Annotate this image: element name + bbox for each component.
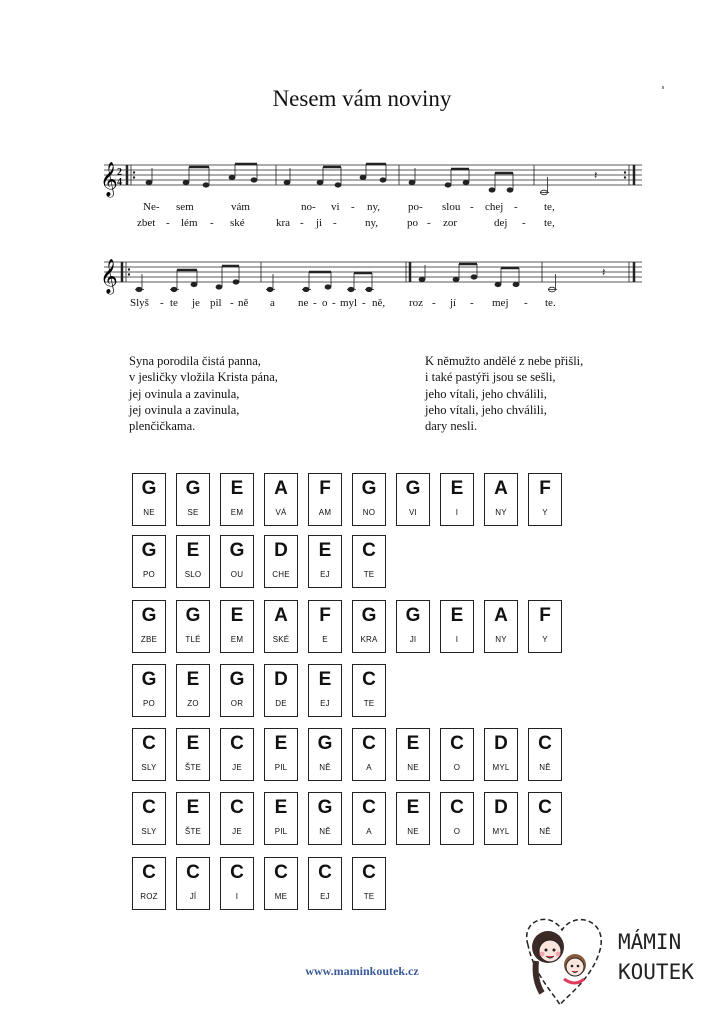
lyric-syllable: - [470, 201, 474, 213]
lyric-syllable: zor [443, 217, 458, 229]
note-card [352, 664, 386, 717]
note-syllable: PO [143, 570, 155, 579]
note-card [528, 473, 562, 526]
note-card [176, 792, 210, 845]
note-letter: D [274, 669, 288, 690]
note-syllable: E [322, 635, 328, 644]
verse-line: K němužto andělé z nebe přišli, [425, 354, 584, 368]
lyric-syllable: - [210, 217, 214, 229]
note-card [352, 600, 386, 653]
note-syllable: EJ [320, 570, 330, 579]
lyric-syllable: dej [494, 217, 508, 229]
music-staff-2 [94, 257, 642, 297]
note-letter: D [274, 540, 288, 561]
note-syllable: I [455, 635, 459, 644]
note-card [220, 664, 254, 717]
note-card [440, 792, 474, 845]
lyric-syllable: ně [238, 297, 249, 309]
lyric-syllable: slou [442, 201, 461, 213]
note-letter: C [230, 797, 244, 818]
lyric-syllable: Slyš [130, 297, 149, 309]
lyric-syllable: jí [450, 297, 457, 309]
note-syllable: DE [275, 699, 287, 708]
note-letter: D [494, 733, 508, 754]
logo-text-line1: MÁMIN [618, 930, 682, 954]
note-card [396, 792, 430, 845]
verse-line: v jesličky vložila Krista pána, [129, 370, 278, 385]
note-syllable: JE [232, 763, 242, 772]
lyric-syllable: - [160, 297, 164, 309]
verse-line: jej ovinula a zavinula, [129, 386, 240, 401]
lyric-syllable: chej [485, 201, 504, 213]
lyric-syllable: - [427, 217, 431, 229]
note-letter: G [317, 797, 333, 818]
music-staff-1 [94, 160, 642, 200]
note-card [308, 473, 342, 526]
note-card [264, 792, 298, 845]
lyric-syllable: vám [231, 201, 250, 213]
lyric-syllable: no- [301, 201, 316, 213]
lyric-syllable: - [333, 217, 337, 229]
note-letter: C [538, 733, 552, 754]
lyric-syllable: je [192, 297, 200, 309]
note-card [440, 728, 474, 781]
note-syllable: SKÉ [272, 635, 290, 644]
lyric-syllable: mej [492, 297, 509, 309]
note-card [352, 728, 386, 781]
note-card [352, 473, 386, 526]
note-syllable: PIL [274, 763, 288, 772]
note-letter: G [405, 605, 421, 626]
note-letter: G [361, 478, 377, 499]
lyric-syllable: vi [331, 201, 340, 213]
lyric-syllable: - [432, 297, 436, 309]
note-syllable: A [366, 827, 372, 836]
verse-line: jej ovinula a zavinula, [129, 402, 240, 417]
note-letter: E [274, 797, 288, 818]
note-letter: G [405, 478, 421, 499]
note-syllable: O [453, 763, 461, 772]
verse-line: i také pastýři jsou se sešli, [425, 370, 556, 385]
lyric-syllable: te [170, 297, 178, 309]
note-syllable: A [366, 763, 372, 772]
note-letter: E [406, 733, 420, 754]
note-letter: F [319, 478, 331, 499]
note-card [132, 473, 166, 526]
note-letter: C [142, 733, 156, 754]
treble-clef-icon: 𝄞 [100, 162, 118, 197]
note-card [308, 600, 342, 653]
note-letter: C [142, 862, 156, 883]
lyric-syllable: pil [210, 297, 222, 309]
note-card [220, 728, 254, 781]
note-card [264, 473, 298, 526]
note-card [484, 728, 518, 781]
svg-text:4: 4 [117, 177, 122, 188]
note-card [264, 728, 298, 781]
note-letter: C [362, 797, 376, 818]
note-letter: E [230, 605, 244, 626]
note-syllable: ME [274, 892, 288, 901]
note-syllable: ŠTE [184, 763, 202, 772]
note-letter: C [538, 797, 552, 818]
card-row [132, 600, 562, 653]
note-letter: C [230, 733, 244, 754]
lyric-syllable: o [322, 297, 328, 309]
lyric-syllable: - [514, 201, 518, 213]
note-card [308, 792, 342, 845]
note-syllable: NĚ [319, 763, 331, 772]
note-letter: C [450, 733, 464, 754]
note-card [352, 535, 386, 588]
note-letter: E [274, 733, 288, 754]
song-title: Nesem vám noviny [272, 86, 452, 111]
lyric-syllable: Ne- [143, 201, 160, 213]
lyric-syllable: ské [230, 217, 245, 229]
note-letter: G [185, 478, 201, 499]
note-card [308, 857, 342, 910]
note-letter: E [186, 797, 200, 818]
note-syllable: EM [230, 508, 244, 517]
verse-left [129, 353, 278, 434]
note-card [176, 664, 210, 717]
note-card [528, 600, 562, 653]
logo-text-line2: KOUTEK [618, 960, 694, 984]
lyric-syllable: roz [409, 297, 424, 309]
note-letter: A [274, 605, 288, 626]
note-card [396, 600, 430, 653]
note-syllable: CHE [272, 570, 290, 579]
lyric-syllable: a [270, 297, 275, 309]
lyric-syllable: ji [316, 217, 323, 229]
lyric-syllable: - [362, 297, 366, 309]
note-letter: G [229, 669, 245, 690]
note-letter: F [319, 605, 331, 626]
note-card [176, 857, 210, 910]
note-syllable: NY [495, 635, 507, 644]
note-syllable: NĚ [319, 827, 331, 836]
note-letter: E [230, 478, 244, 499]
svg-text:𝄽: 𝄽 [594, 169, 598, 182]
note-letter: G [361, 605, 377, 626]
note-card [528, 792, 562, 845]
note-card [176, 600, 210, 653]
verse-line: dary nesli. [425, 419, 478, 434]
note-letter: A [274, 478, 288, 499]
lyric-syllable: po [407, 217, 418, 229]
note-syllable: NĚ [539, 763, 551, 772]
note-card [220, 473, 254, 526]
note-letter: C [362, 540, 376, 561]
verse-line: plenčičkama. [129, 419, 196, 434]
verse-right [425, 353, 583, 434]
note-letter: G [229, 540, 245, 561]
note-card [484, 792, 518, 845]
note-letter: A [494, 605, 508, 626]
lyric-syllable: - [470, 297, 474, 309]
note-card [484, 600, 518, 653]
note-letter: E [318, 540, 332, 561]
note-letter: G [141, 478, 157, 499]
note-syllable: SLY [141, 827, 157, 836]
lyric-syllable: zbet [137, 217, 156, 229]
svg-text:𝄽: 𝄽 [602, 266, 606, 279]
note-syllable: EJ [320, 892, 330, 901]
note-card [132, 664, 166, 717]
note-syllable: VI [409, 508, 417, 517]
note-syllable: PIL [274, 827, 288, 836]
lyric-syllable: ně, [372, 297, 386, 309]
lyric-syllable: lém [181, 217, 198, 229]
note-letter: E [186, 669, 200, 690]
lyric-syllable: - [313, 297, 317, 309]
note-syllable: NE [407, 827, 419, 836]
note-card [352, 792, 386, 845]
note-syllable: I [235, 892, 239, 901]
note-card [308, 664, 342, 717]
treble-clef-icon: 𝄞 [100, 259, 118, 294]
note-card [440, 600, 474, 653]
note-letter: F [539, 478, 551, 499]
note-syllable: JE [232, 827, 242, 836]
note-syllable: OU [230, 570, 244, 579]
lyric-syllable: - [230, 297, 234, 309]
note-syllable: EM [230, 635, 244, 644]
note-card [132, 857, 166, 910]
note-card [396, 473, 430, 526]
note-card [220, 535, 254, 588]
note-card [220, 600, 254, 653]
note-syllable: ZO [187, 699, 199, 708]
note-syllable: MYL [492, 763, 510, 772]
verse-line: Syna porodila čistá panna, [129, 354, 261, 368]
note-syllable: Y [542, 635, 548, 644]
lyric-syllable: te, [544, 201, 555, 213]
note-letter: C [362, 669, 376, 690]
note-letter: C [318, 862, 332, 883]
note-syllable: NO [362, 508, 376, 517]
note-card [220, 792, 254, 845]
note-letter: C [186, 862, 200, 883]
verse-line: jeho vítali, jeho chválili, [425, 402, 547, 417]
note-card [396, 728, 430, 781]
note-letter: G [141, 669, 157, 690]
note-syllable: O [453, 827, 461, 836]
note-syllable: PO [143, 699, 155, 708]
note-syllable: SLO [184, 570, 202, 579]
note-syllable: ROZ [140, 892, 158, 901]
note-syllable: EJ [320, 699, 330, 708]
note-letter: E [186, 540, 200, 561]
note-letter: C [362, 862, 376, 883]
lyric-syllable: po- [408, 201, 423, 213]
lyric-syllable: - [300, 217, 304, 229]
note-letter: E [318, 669, 332, 690]
note-card [176, 535, 210, 588]
note-card [264, 600, 298, 653]
note-syllable: TE [363, 570, 375, 579]
note-card [528, 728, 562, 781]
note-syllable: MYL [492, 827, 510, 836]
note-syllable: Y [542, 508, 548, 517]
note-card [132, 728, 166, 781]
note-card [484, 473, 518, 526]
svg-text:2: 2 [117, 167, 122, 178]
note-syllable: ŠTE [184, 827, 202, 836]
lyric-syllable: sem [176, 201, 194, 213]
note-syllable: I [455, 508, 459, 517]
note-letter: C [362, 733, 376, 754]
note-letter: G [185, 605, 201, 626]
lyric-syllable: te. [545, 297, 556, 309]
note-letter: E [450, 605, 464, 626]
note-card [132, 600, 166, 653]
lyric-syllable: ne [298, 297, 309, 309]
lyric-syllable: - [166, 217, 170, 229]
card-row [132, 728, 562, 781]
lyric-syllable: ny, [365, 217, 379, 229]
note-syllable: SLY [141, 763, 157, 772]
note-letter: F [539, 605, 551, 626]
lyric-syllable: - [524, 297, 528, 309]
note-syllable: JI [409, 635, 417, 644]
note-card [132, 792, 166, 845]
verse-line: jeho vítali, jeho chválili, [425, 386, 547, 401]
lyric-syllable: - [351, 201, 355, 213]
card-row [132, 473, 562, 526]
note-syllable: NE [407, 763, 419, 772]
note-syllable: TE [363, 892, 375, 901]
note-letter: C [274, 862, 288, 883]
note-card [440, 473, 474, 526]
note-letter: C [230, 862, 244, 883]
lyric-syllable: te, [544, 217, 555, 229]
note-card [132, 535, 166, 588]
lyric-syllable: kra [276, 217, 291, 229]
note-card [308, 535, 342, 588]
note-syllable: AM [318, 508, 332, 517]
note-card [352, 857, 386, 910]
note-syllable: ZBE [140, 635, 158, 644]
note-syllable: JÍ [189, 892, 197, 901]
note-syllable: VÁ [275, 508, 287, 517]
note-syllable: NY [495, 508, 507, 517]
note-card [264, 857, 298, 910]
note-letter: D [494, 797, 508, 818]
note-syllable: SE [187, 508, 199, 517]
note-letter: C [142, 797, 156, 818]
note-card [264, 664, 298, 717]
note-syllable: KRA [360, 635, 378, 644]
lyric-syllable: - [332, 297, 336, 309]
lyric-syllable: - [522, 217, 526, 229]
note-card [176, 473, 210, 526]
note-letter: C [450, 797, 464, 818]
note-syllable: NE [143, 508, 155, 517]
note-letter: G [317, 733, 333, 754]
note-syllable: TLÉ [185, 635, 201, 644]
card-row [132, 792, 562, 845]
note-letter: E [186, 733, 200, 754]
note-card [308, 728, 342, 781]
note-syllable: TE [363, 699, 375, 708]
note-letter: A [494, 478, 508, 499]
footer-url[interactable]: www.maminkoutek.cz [305, 964, 419, 978]
note-letter: E [406, 797, 420, 818]
card-row [132, 535, 386, 588]
lyric-syllable: myl [340, 297, 358, 309]
card-row [132, 857, 386, 910]
card-row [132, 664, 386, 717]
note-syllable: OR [230, 699, 244, 708]
note-letter: G [141, 605, 157, 626]
note-letter: G [141, 540, 157, 561]
note-card [220, 857, 254, 910]
lyric-syllable: ny, [367, 201, 381, 213]
note-card [176, 728, 210, 781]
note-letter: E [450, 478, 464, 499]
note-card [264, 535, 298, 588]
note-syllable: NĚ [539, 827, 551, 836]
